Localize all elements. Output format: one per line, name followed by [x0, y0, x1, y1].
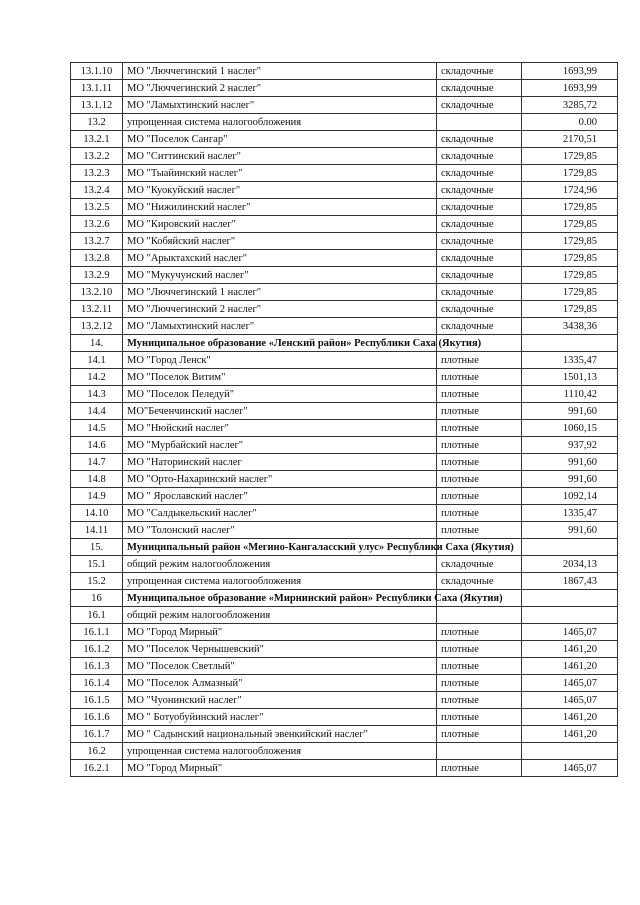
table-row	[71, 301, 618, 318]
row-value-cell: 991,60	[522, 454, 618, 471]
row-number-cell: 13.1.11	[71, 80, 123, 97]
row-number-cell: 13.2.9	[71, 267, 123, 284]
row-value-cell: 1729,85	[522, 267, 618, 284]
table-row	[71, 386, 618, 403]
row-type-cell	[437, 743, 522, 760]
row-number-cell: 13.2.4	[71, 182, 123, 199]
row-value-cell: 1729,85	[522, 250, 618, 267]
row-type-cell: плотные	[437, 403, 522, 420]
row-number-cell: 16.1.1	[71, 624, 123, 641]
row-value-cell	[522, 590, 618, 607]
row-number-cell: 16.1	[71, 607, 123, 624]
row-value-cell: 2170,51	[522, 131, 618, 148]
row-name-cell: упрощенная система налогообложения	[123, 573, 437, 590]
row-value-cell: 1335,47	[522, 352, 618, 369]
row-type-cell: складочные	[437, 233, 522, 250]
row-name-cell: МО "Люччегинский 1 наслег"	[123, 284, 437, 301]
row-value-cell	[522, 539, 618, 556]
row-name-cell: МО "Люччегинский 2 наслег"	[123, 301, 437, 318]
row-number-cell: 14.5	[71, 420, 123, 437]
row-number-cell: 16.1.7	[71, 726, 123, 743]
row-name-cell: МО "Наторинский наслег	[123, 454, 437, 471]
row-name-cell: МО "Город Мирный"	[123, 760, 437, 777]
row-type-cell: плотные	[437, 505, 522, 522]
table-row	[71, 675, 618, 692]
row-name-cell: общий режим налогообложения	[123, 607, 437, 624]
row-type-cell: складочные	[437, 284, 522, 301]
row-value-cell: 1335,47	[522, 505, 618, 522]
row-number-cell: 15.1	[71, 556, 123, 573]
table-row	[71, 658, 618, 675]
row-value-cell: 1724,96	[522, 182, 618, 199]
row-number-cell: 14.7	[71, 454, 123, 471]
row-name-cell: МО "Орто-Нахаринский наслег"	[123, 471, 437, 488]
row-number-cell: 13.2.7	[71, 233, 123, 250]
row-name-cell: МО " Садынский национальный эвенкийский наслег"	[123, 726, 437, 743]
row-value-cell: 1461,20	[522, 709, 618, 726]
row-type-cell: складочные	[437, 216, 522, 233]
row-name-cell: МО "Арыктахский наслег"	[123, 250, 437, 267]
table-row	[71, 369, 618, 386]
row-value-cell: 1465,07	[522, 692, 618, 709]
table-row	[71, 641, 618, 658]
row-number-cell: 13.2.2	[71, 148, 123, 165]
row-name-cell: МО "Куокуйский наслег"	[123, 182, 437, 199]
row-number-cell: 13.2.1	[71, 131, 123, 148]
row-name-cell: МО "Поселок Чернышевский"	[123, 641, 437, 658]
row-name-cell: МО "Ситтинский наслег"	[123, 148, 437, 165]
row-type-cell: плотные	[437, 386, 522, 403]
row-name-cell: упрощенная система налогообложения	[123, 114, 437, 131]
row-number-cell: 16.1.2	[71, 641, 123, 658]
table-row	[71, 284, 618, 301]
row-type-cell: складочные	[437, 199, 522, 216]
row-type-cell: складочные	[437, 165, 522, 182]
row-value-cell: 1693,99	[522, 63, 618, 80]
row-name-cell: МО " Ярославский наслег"	[123, 488, 437, 505]
table-row	[71, 114, 618, 131]
row-number-cell: 16.1.3	[71, 658, 123, 675]
row-name-cell: МО "Тыайинский наслег"	[123, 165, 437, 182]
table-row	[71, 590, 618, 607]
row-name-cell: упрощенная система налогообложения	[123, 743, 437, 760]
row-value-cell: 1729,85	[522, 148, 618, 165]
row-number-cell: 14.9	[71, 488, 123, 505]
row-value-cell: 1060,15	[522, 420, 618, 437]
row-type-cell: плотные	[437, 624, 522, 641]
table-row	[71, 556, 618, 573]
row-number-cell: 16.1.5	[71, 692, 123, 709]
row-type-cell: складочные	[437, 250, 522, 267]
table-row	[71, 726, 618, 743]
row-type-cell: плотные	[437, 454, 522, 471]
row-name-cell: МО"Беченчинский наслег"	[123, 403, 437, 420]
table-row	[71, 505, 618, 522]
row-type-cell: плотные	[437, 760, 522, 777]
row-value-cell: 1867,43	[522, 573, 618, 590]
row-number-cell: 14.3	[71, 386, 123, 403]
row-number-cell: 13.1.12	[71, 97, 123, 114]
row-number-cell: 13.1.10	[71, 63, 123, 80]
table-row	[71, 352, 618, 369]
table-row	[71, 539, 618, 556]
row-number-cell: 13.2.12	[71, 318, 123, 335]
row-name-cell: МО "Город Ленск"	[123, 352, 437, 369]
table-row	[71, 335, 618, 352]
row-type-cell: плотные	[437, 471, 522, 488]
row-value-cell: 937,92	[522, 437, 618, 454]
table-row	[71, 199, 618, 216]
table-row	[71, 709, 618, 726]
row-type-cell: складочные	[437, 556, 522, 573]
row-type-cell: плотные	[437, 658, 522, 675]
row-type-cell	[437, 607, 522, 624]
row-type-cell: складочные	[437, 131, 522, 148]
row-name-cell: МО " Ботуобуйинский наслег"	[123, 709, 437, 726]
row-value-cell: 1465,07	[522, 760, 618, 777]
table-row	[71, 97, 618, 114]
row-name-cell: Муниципальное образование «Ленский район» Республики Саха (Якутия)	[123, 335, 437, 352]
tariff-table-body	[71, 63, 618, 777]
table-row	[71, 148, 618, 165]
row-type-cell: складочные	[437, 97, 522, 114]
row-value-cell: 1729,85	[522, 284, 618, 301]
row-value-cell: 2034,13	[522, 556, 618, 573]
row-number-cell: 16.2	[71, 743, 123, 760]
row-number-cell: 15.2	[71, 573, 123, 590]
row-type-cell: плотные	[437, 420, 522, 437]
row-value-cell	[522, 335, 618, 352]
row-value-cell	[522, 607, 618, 624]
row-name-cell: МО "Кобяйский наслег"	[123, 233, 437, 250]
row-value-cell: 0.00	[522, 114, 618, 131]
row-number-cell: 13.2	[71, 114, 123, 131]
row-name-cell: МО "Поселок Витим"	[123, 369, 437, 386]
row-value-cell: 3438,36	[522, 318, 618, 335]
row-number-cell: 16.2.1	[71, 760, 123, 777]
table-row	[71, 403, 618, 420]
table-row	[71, 488, 618, 505]
row-name-cell: общий режим налогообложения	[123, 556, 437, 573]
table-row	[71, 216, 618, 233]
row-value-cell: 1729,85	[522, 165, 618, 182]
row-type-cell: плотные	[437, 488, 522, 505]
row-number-cell: 16	[71, 590, 123, 607]
table-row	[71, 471, 618, 488]
row-value-cell: 1461,20	[522, 658, 618, 675]
row-type-cell: плотные	[437, 369, 522, 386]
row-number-cell: 14.10	[71, 505, 123, 522]
row-value-cell: 991,60	[522, 471, 618, 488]
row-value-cell: 1465,07	[522, 624, 618, 641]
row-number-cell: 13.2.6	[71, 216, 123, 233]
row-number-cell: 13.2.10	[71, 284, 123, 301]
table-row	[71, 624, 618, 641]
row-name-cell: МО "Мурбайский наслег"	[123, 437, 437, 454]
row-number-cell: 15.	[71, 539, 123, 556]
row-value-cell: 1461,20	[522, 641, 618, 658]
row-type-cell: плотные	[437, 726, 522, 743]
row-number-cell: 14.6	[71, 437, 123, 454]
row-number-cell: 13.2.5	[71, 199, 123, 216]
table-row	[71, 420, 618, 437]
table-row	[71, 182, 618, 199]
row-value-cell: 1729,85	[522, 233, 618, 250]
row-name-cell: МО "Люччегинский 1 наслег"	[123, 63, 437, 80]
row-number-cell: 14.8	[71, 471, 123, 488]
row-name-cell: Муниципальный район «Мегино-Кангаласский улус» Республики Саха (Якутия)	[123, 539, 437, 556]
table-row	[71, 267, 618, 284]
row-value-cell: 1729,85	[522, 216, 618, 233]
row-type-cell: плотные	[437, 437, 522, 454]
row-value-cell: 1465,07	[522, 675, 618, 692]
row-name-cell: Муниципальное образование «Мирнинский район» Республики Саха (Якутия)	[123, 590, 437, 607]
row-value-cell: 1461,20	[522, 726, 618, 743]
row-type-cell: плотные	[437, 352, 522, 369]
table-row	[71, 318, 618, 335]
table-row	[71, 131, 618, 148]
row-name-cell: МО "Мукучунский наслег"	[123, 267, 437, 284]
row-type-cell: складочные	[437, 182, 522, 199]
row-number-cell: 14.2	[71, 369, 123, 386]
table-row	[71, 63, 618, 80]
row-type-cell: складочные	[437, 318, 522, 335]
row-name-cell: МО "Кировский наслег"	[123, 216, 437, 233]
row-type-cell: плотные	[437, 641, 522, 658]
table-row	[71, 573, 618, 590]
row-type-cell: складочные	[437, 301, 522, 318]
row-number-cell: 16.1.4	[71, 675, 123, 692]
table-row	[71, 760, 618, 777]
row-value-cell: 1110,42	[522, 386, 618, 403]
row-type-cell: складочные	[437, 267, 522, 284]
row-type-cell: складочные	[437, 80, 522, 97]
table-row	[71, 607, 618, 624]
row-type-cell: плотные	[437, 522, 522, 539]
table-row	[71, 233, 618, 250]
row-number-cell: 14.4	[71, 403, 123, 420]
table-row	[71, 522, 618, 539]
tariff-table	[70, 62, 618, 777]
row-name-cell: МО "Поселок Светлый"	[123, 658, 437, 675]
row-value-cell: 3285,72	[522, 97, 618, 114]
row-name-cell: МО "Люччегинский 2 наслег"	[123, 80, 437, 97]
row-value-cell: 1729,85	[522, 301, 618, 318]
row-name-cell: МО "Салдыкельский наслег"	[123, 505, 437, 522]
row-number-cell: 14.1	[71, 352, 123, 369]
row-type-cell: складочные	[437, 573, 522, 590]
table-row	[71, 250, 618, 267]
row-name-cell: МО "Поселок Алмазный"	[123, 675, 437, 692]
row-name-cell: МО "Поселок Пеледуй"	[123, 386, 437, 403]
table-row	[71, 743, 618, 760]
row-name-cell: МО "Нижилинский наслег"	[123, 199, 437, 216]
row-name-cell: МО "Город Мирный"	[123, 624, 437, 641]
row-value-cell: 1092,14	[522, 488, 618, 505]
row-value-cell: 1501,13	[522, 369, 618, 386]
row-type-cell: плотные	[437, 709, 522, 726]
row-number-cell: 13.2.8	[71, 250, 123, 267]
row-value-cell: 1729,85	[522, 199, 618, 216]
table-row	[71, 80, 618, 97]
row-type-cell: складочные	[437, 63, 522, 80]
row-name-cell: МО "Ламыхтинский наслег"	[123, 97, 437, 114]
row-number-cell: 16.1.6	[71, 709, 123, 726]
row-number-cell: 14.11	[71, 522, 123, 539]
row-type-cell: плотные	[437, 675, 522, 692]
row-name-cell: МО "Чуонинский наслег"	[123, 692, 437, 709]
row-type-cell	[437, 114, 522, 131]
row-name-cell: МО "Толонский наслег"	[123, 522, 437, 539]
row-value-cell: 991,60	[522, 522, 618, 539]
row-number-cell: 14.	[71, 335, 123, 352]
row-value-cell: 991,60	[522, 403, 618, 420]
row-number-cell: 13.2.3	[71, 165, 123, 182]
row-name-cell: МО "Ламыхтинский наслег"	[123, 318, 437, 335]
row-type-cell: складочные	[437, 148, 522, 165]
row-number-cell: 13.2.11	[71, 301, 123, 318]
table-row	[71, 454, 618, 471]
table-row	[71, 437, 618, 454]
row-name-cell: МО "Нюйский наслег"	[123, 420, 437, 437]
row-name-cell: МО "Поселок Сангар"	[123, 131, 437, 148]
row-value-cell	[522, 743, 618, 760]
row-value-cell: 1693,99	[522, 80, 618, 97]
table-row	[71, 165, 618, 182]
table-row	[71, 692, 618, 709]
row-type-cell: плотные	[437, 692, 522, 709]
